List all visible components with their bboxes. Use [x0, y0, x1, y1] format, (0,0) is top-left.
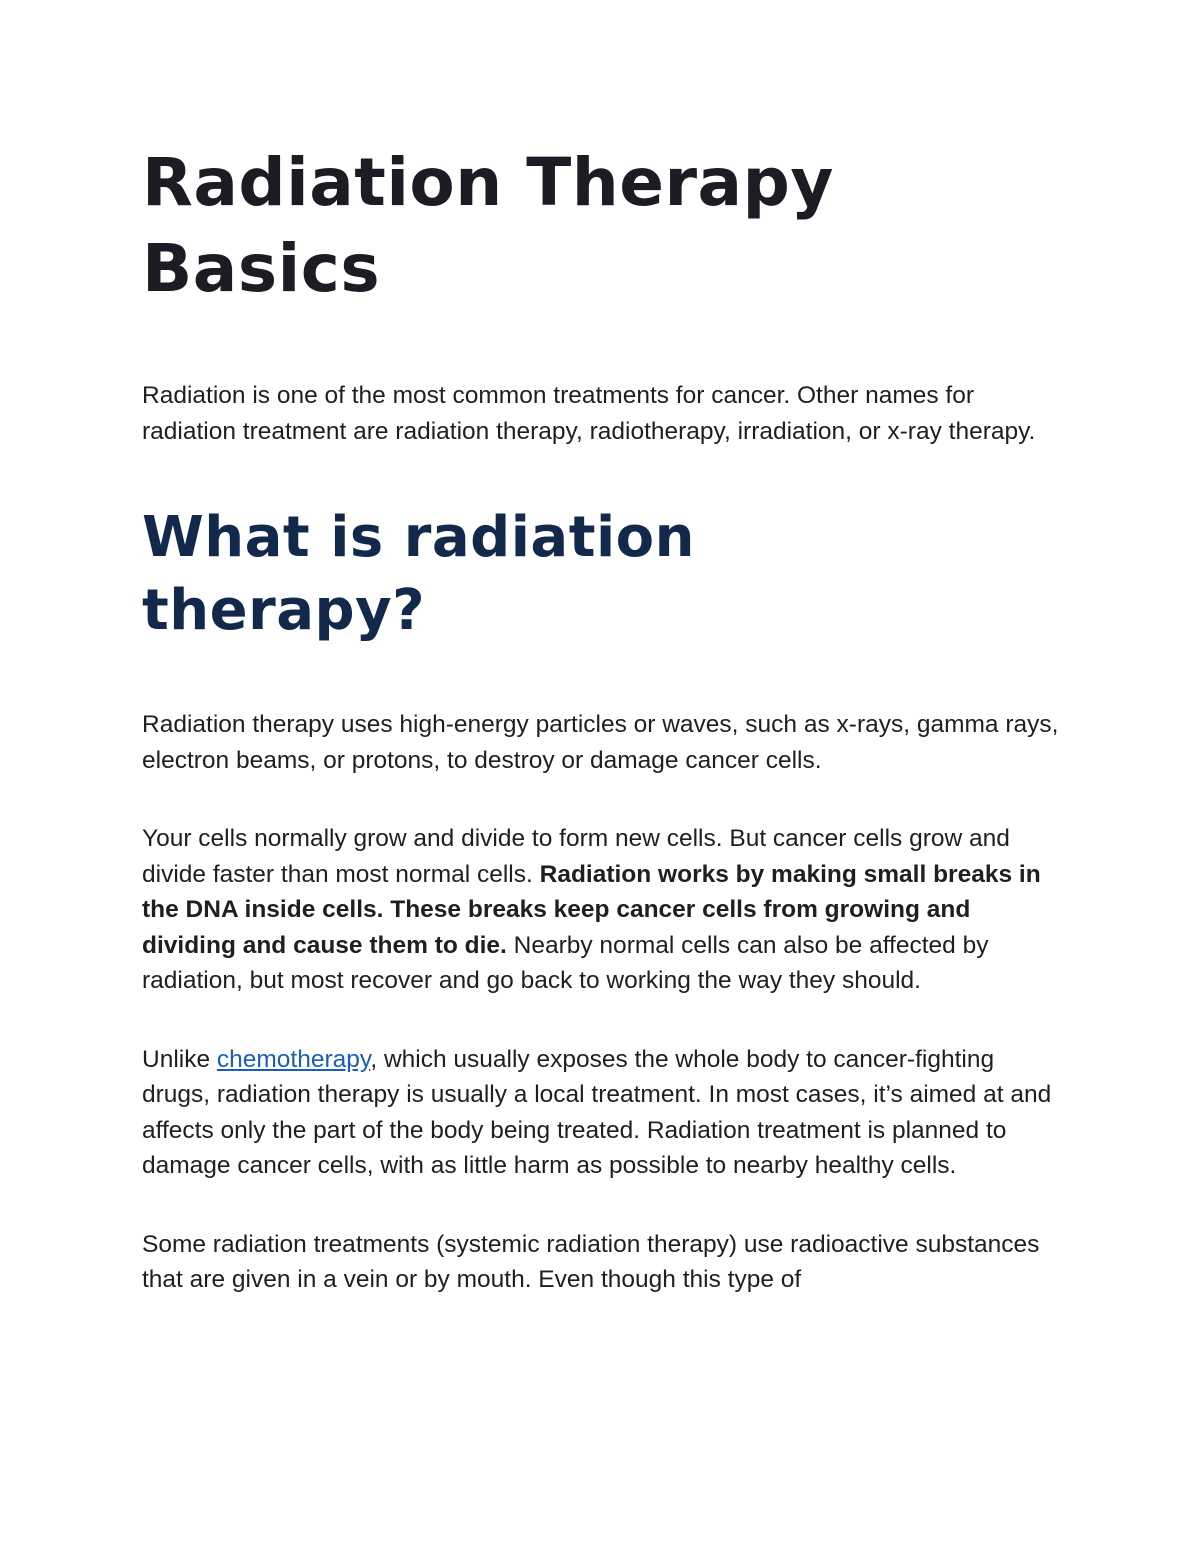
document-content — [142, 140, 1062, 1298]
section-heading-line-2: therapy? — [142, 578, 426, 643]
section-heading-line-1: What is radiation — [142, 505, 695, 570]
paragraph-how-radiation-works — [142, 821, 1062, 999]
section-heading — [142, 501, 1062, 647]
paragraph-radiation-definition: Radiation therapy uses high-energy particles or waves, such as x-rays, gamma rays, electron beams, or protons, to destroy or damage cancer cells. — [142, 711, 1059, 774]
paragraph-text: , which usually exposes the whole body to cancer-fighting drugs, radiation therapy is usually a local treatment. In most cases, it’s aimed at and affects only the part of the body being treated. Radiation treatment is planned to damage cancer cells, with as little harm as possible to nearby healthy cells. — [142, 1045, 1052, 1179]
bold-emphasis-text: Radiation works by making small breaks in the DNA inside cells. These breaks keep cancer cells from growing and dividing and cause them to die. — [142, 860, 1041, 959]
paragraph-text: Unlike — [142, 1045, 217, 1073]
paragraph-systemic-radiation: Some radiation treatments (systemic radiation therapy) use radioactive substances that are given in a vein or by mouth. Even though this type of — [142, 1230, 1040, 1293]
paragraph-text: Nearby normal cells can also be affected by radiation, but most recover and go back to working the way they should. — [142, 931, 989, 994]
paragraph-local-treatment — [142, 1042, 1062, 1184]
intro-paragraph: Radiation is one of the most common treatments for cancer. Other names for radiation treatment are radiation therapy, radiotherapy, irradiation, or x-ray therapy. — [142, 382, 1036, 445]
page-title — [142, 140, 1062, 312]
chemotherapy-link[interactable]: chemotherapy — [216, 1045, 371, 1073]
paragraph-text: Your cells normally grow and divide to form new cells. But cancer cells grow and divide faster than most normal cells. — [142, 825, 1010, 888]
page-title-line-1: Radiation Therapy — [142, 144, 834, 221]
page-title-line-2: Basics — [142, 230, 381, 307]
